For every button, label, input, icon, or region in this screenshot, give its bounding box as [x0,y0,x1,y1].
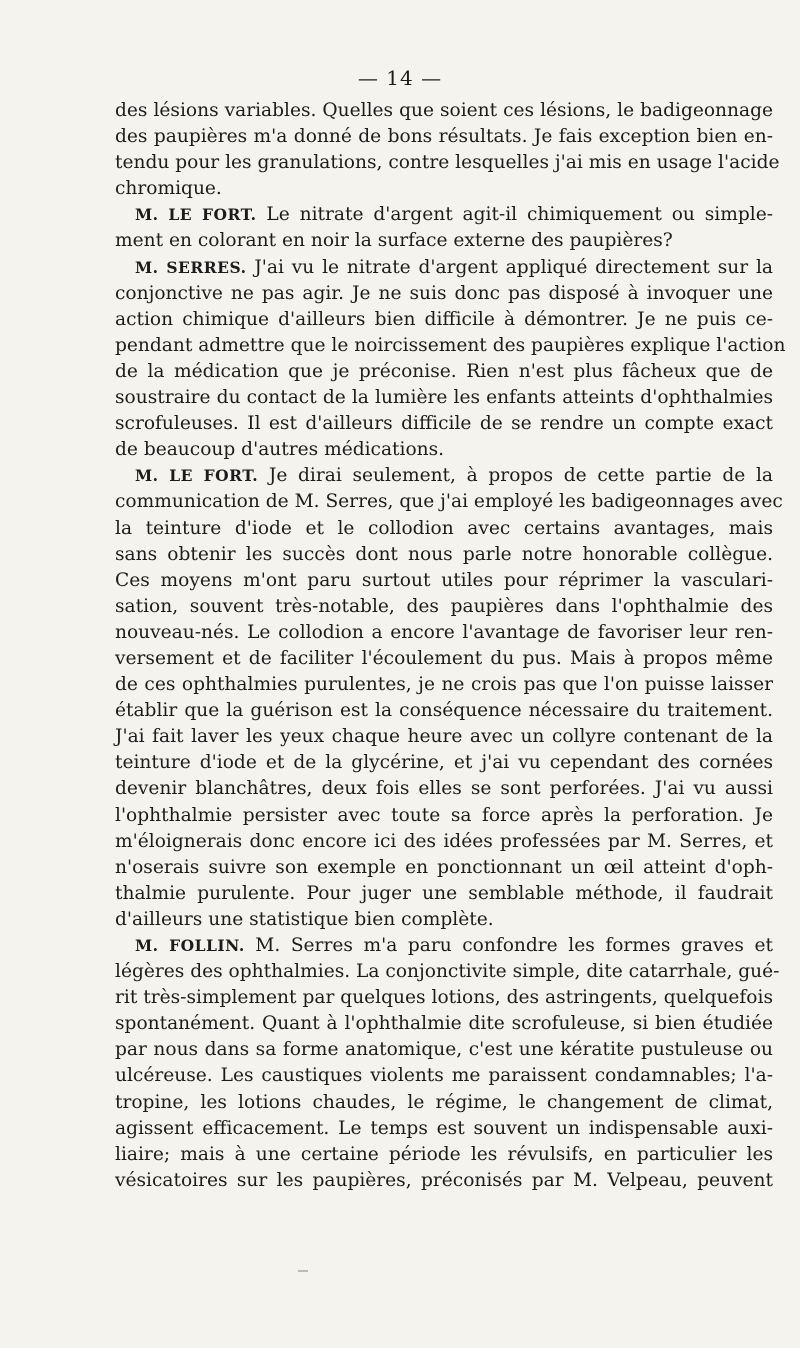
text-line [115,803,773,829]
line-text: nouveau-nés. Le collodion a encore l'avantage de favoriser leur ren- [115,621,773,643]
speaker-name: M. LE FORT. [135,466,259,486]
text-line [115,750,773,776]
text-line [115,646,773,672]
text-line [115,594,773,620]
line-text: Le nitrate d'argent agit-il chimiquement ou simple- [256,204,774,226]
text-line [115,228,773,254]
line-text: ulcéreuse. Les caustiques violents me paraissent condamnables; l'a- [115,1065,773,1087]
line-text: de ces ophthalmies purulentes, je ne crois pas que l'on puisse laisser [115,674,773,696]
text-line [115,985,773,1011]
speaker-name: M. SERRES. [135,257,247,277]
text-line [115,776,773,802]
line-text: des paupières m'a donné de bons résultats. Je fais exception bien en- [115,126,773,148]
line-text: devenir blanchâtres, deux fois elles se sont perforées. J'ai vu aussi [115,778,773,800]
line-text: communication de M. Serres, que j'ai employé les badigeonnages avec [115,491,783,513]
text-line [115,568,773,594]
line-text: spontanément. Quant à l'ophthalmie dite scrofuleuse, si bien étudiée [115,1013,773,1035]
line-text: Je dirai seulement, à propos de cette partie de la [258,465,773,487]
line-text: sans obtenir les succès dont nous parle notre honorable collègue. [115,543,773,565]
line-text: J'ai fait laver les yeux chaque heure avec un collyre contenant de la [115,726,773,748]
line-text: par nous dans sa forme anatomique, c'est une kératite pustuleuse ou [115,1039,773,1061]
body-text [115,98,786,1194]
text-line [115,542,773,568]
line-text: agissent efficacement. Le temps est souvent un indispensable auxi- [115,1117,773,1139]
text-line [115,516,773,542]
text-line [115,176,773,202]
text-line [115,1090,773,1116]
text-line [115,98,773,124]
text-line [115,359,773,385]
line-text: conjonctive ne pas agir. Je ne suis donc pas disposé à invoquer une [115,282,773,304]
text-line [115,150,780,176]
line-text: thalmie purulente. Pour juger une semblable méthode, il faudrait [115,882,773,904]
text-line [115,307,773,333]
text-line [115,202,773,228]
line-text: chromique. [115,178,222,200]
footer-mark [298,1270,308,1272]
line-text: teinture d'iode et de la glycérine, et j'ai vu cependant des cornées [115,752,773,774]
text-line [115,463,773,489]
text-line [115,829,773,855]
line-text: soustraire du contact de la lumière les enfants atteints d'ophthalmies [115,387,773,409]
line-text: n'oserais suivre son exemple en ponctionnant un œil atteint d'oph- [115,856,773,878]
line-text: tropine, les lotions chaudes, le régime, le changement de climat, [115,1091,773,1113]
text-line [115,1168,773,1194]
text-line [115,124,773,150]
text-line [115,959,780,985]
line-text: la teinture d'iode et le collodion avec certains avantages, mais [115,517,773,539]
text-line [115,333,786,359]
line-text: sation, souvent très-notable, des paupières dans l'ophthalmie des [115,595,773,617]
line-text: M. Serres m'a paru confondre les formes graves et [244,935,773,956]
line-text: légères des ophthalmies. La conjonctivite simple, dite catarrhale, gué- [115,961,780,983]
text-line [115,1037,773,1063]
text-line [115,698,773,724]
line-text: de beaucoup d'autres médications. [115,439,445,461]
text-line [115,385,773,411]
line-text: versement et de faciliter l'écoulement du pus. Mais à propos même [115,647,773,669]
speaker-name: M. LE FORT. [135,205,257,225]
line-text: action chimique d'ailleurs bien difficile à démontrer. Je ne puis ce- [115,308,773,330]
text-line [115,724,773,750]
text-line [115,437,773,463]
line-text: vésicatoires sur les paupières, préconisés par M. Velpeau, peuvent [115,1169,773,1191]
text-line [115,620,773,646]
speaker-name: M. FOLLIN. [135,936,245,955]
line-text: tendu pour les granulations, contre lesquelles j'ai mis en usage l'acide [115,152,780,174]
text-line [115,907,773,933]
text-line [115,489,783,515]
text-line [115,1011,773,1037]
line-text: des lésions variables. Quelles que soient ces lésions, le badigeonnage [115,100,773,121]
line-text: liaire; mais à une certaine période les révulsifs, en particulier les [115,1143,773,1165]
line-text: Ces moyens m'ont paru surtout utiles pour réprimer la vasculari- [115,569,773,591]
text-line [115,255,773,281]
line-text: pendant admettre que le noircissement des paupières explique l'action [115,334,786,356]
text-line [115,411,773,437]
text-line [115,1063,773,1089]
line-text: m'éloignerais donc encore ici des idées professées par M. Serres, et [115,830,773,852]
text-line [115,933,773,959]
text-line [115,1116,773,1142]
line-text: scrofuleuses. Il est d'ailleurs difficile de se rendre un compte exact [115,413,773,435]
line-text: établir que la guérison est la conséquence nécessaire du traitement. [115,700,773,722]
text-line [115,672,773,698]
text-line [115,855,773,881]
text-line [115,281,773,307]
line-text: l'ophthalmie persister avec toute sa force après la perforation. Je [115,804,773,826]
text-line [115,881,773,907]
line-text: d'ailleurs une statistique bien complète. [115,908,494,930]
line-text: rit très-simplement par quelques lotions, des astringents, quelquefois [115,987,773,1009]
line-text: ment en colorant en noir la surface externe des paupières? [115,230,673,252]
line-text: J'ai vu le nitrate d'argent appliqué directement sur la [246,256,773,278]
line-text: de la médication que je préconise. Rien n'est plus fâcheux que de [115,360,773,382]
page-number: — 14 — [357,66,443,90]
text-line [115,1142,773,1168]
